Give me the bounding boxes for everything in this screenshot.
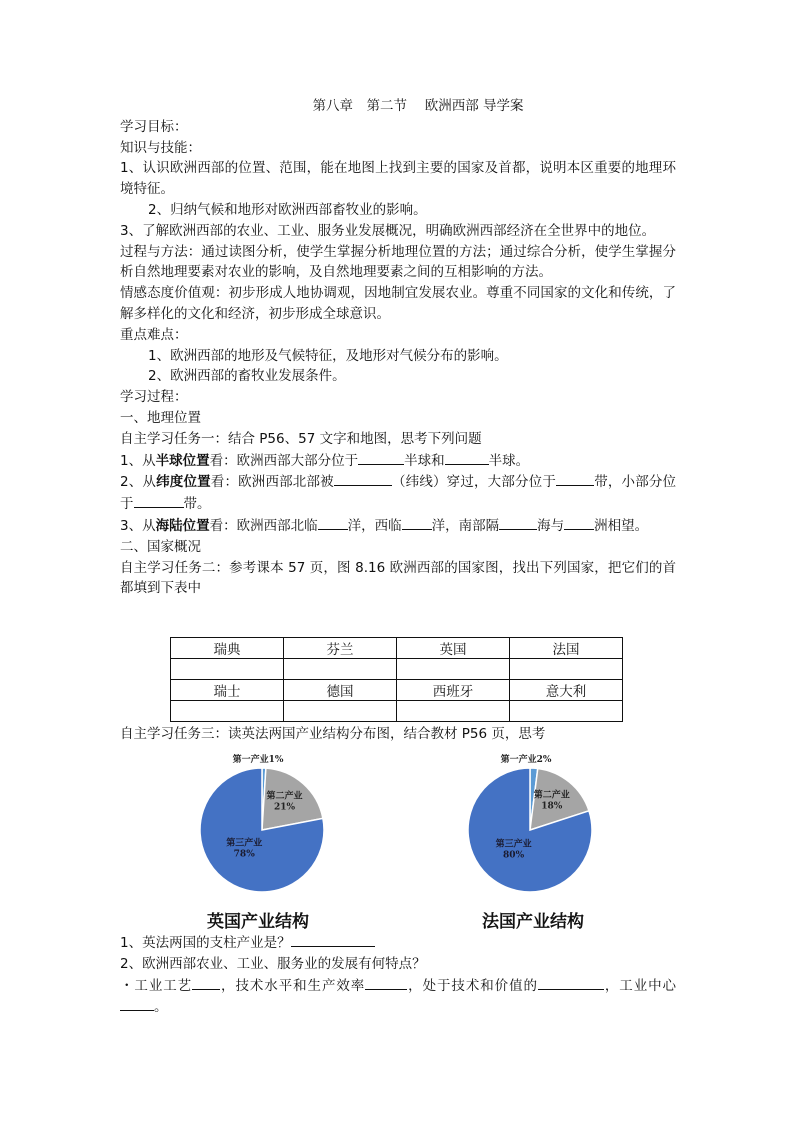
worksheet — [120, 96, 676, 599]
capital-cell[interactable] — [397, 701, 510, 722]
question-2: 2、从纬度位置看：欧洲西部北部被 （纬线）穿过，大部分位于 带，小部分位于 带。 — [120, 471, 676, 515]
country-cell: 英国 — [397, 638, 510, 659]
capital-cell[interactable] — [284, 659, 397, 680]
capital-cell[interactable] — [510, 659, 623, 680]
capital-cell[interactable] — [397, 659, 510, 680]
lower-question-3: ・工业工艺 ，技术水平和生产效率 ，处于技术和价值的 ，工业中心。 — [120, 975, 676, 1019]
skills-label: 知识与技能： — [120, 139, 201, 156]
skill-1: 1、认识欧洲西部的位置、范围，能在地图上找到主要的国家及首都，说明本区重要的地理环境特征。 — [120, 160, 676, 198]
page-title: 第八章 第二节 欧洲西部 导学案 — [312, 98, 524, 114]
country-cell: 瑞典 — [171, 638, 284, 659]
task-2: 自主学习任务二：参考课本 57 页，图 8.16 欧洲西部的国家图，找出下列国家，把它们的首都填到下表中 — [120, 559, 676, 597]
country-cell: 芬兰 — [284, 638, 397, 659]
answer-blank[interactable] — [402, 515, 432, 530]
key-point-2: 2、欧洲西部的畜牧业发展条件。 — [148, 368, 346, 385]
pie-data-label-tertiary: 第三产业 80% — [495, 839, 532, 861]
key-points-label: 重点难点： — [120, 326, 188, 343]
country-cell: 德国 — [284, 680, 397, 701]
attitude-values: 情感态度价值观：初步形成人地协调观，因地制宜发展农业。尊重不同国家的文化和传统，了解多样化的文化和经济，初步形成全球意识。 — [120, 285, 676, 322]
answer-blank[interactable] — [120, 996, 154, 1011]
table-row — [171, 638, 623, 659]
skill-2: 2、归纳气候和地形对欧洲西部畜牧业的影响。 — [148, 201, 427, 218]
capitals-table — [170, 637, 623, 722]
task-1: 自主学习任务一：结合 P56、57 文字和地图，思考下列问题 — [120, 430, 482, 447]
uk-chart-title: 英国产业结构 — [207, 912, 309, 932]
section-2-heading: 二、国家概况 — [120, 538, 201, 555]
france-chart-title: 法国产业结构 — [482, 912, 584, 932]
pie-data-label-secondary: 第二产业 18% — [533, 790, 570, 812]
task-3: 自主学习任务三：读英法两国产业结构分布图，结合教材 P56 页，思考 — [120, 726, 546, 742]
process-methods: 过程与方法：通过读图分析，使学生掌握分析地理位置的方法；通过综合分析，使学生掌握分析自然地理要素对农业的影响，及自然地理要素之间的互相影响的方法。 — [120, 243, 676, 281]
answer-blank[interactable] — [192, 975, 220, 990]
table-row — [171, 680, 623, 701]
answer-blank[interactable] — [358, 450, 404, 465]
france-industry-pie-chart — [458, 748, 618, 908]
answer-blank[interactable] — [538, 975, 604, 990]
answer-blank[interactable] — [334, 471, 392, 486]
pie-data-label-secondary: 第二产业 21% — [266, 791, 303, 813]
section-1-heading: 一、地理位置 — [120, 409, 201, 426]
answer-blank[interactable] — [499, 515, 537, 530]
country-cell: 瑞士 — [171, 680, 284, 701]
process-label: 学习过程： — [120, 389, 188, 406]
industry-charts — [0, 740, 794, 940]
answer-blank[interactable] — [318, 515, 348, 530]
pie-data-label-tertiary: 第三产业 78% — [226, 838, 263, 860]
table-row — [171, 701, 623, 722]
table-row — [171, 659, 623, 680]
pie-data-label-primary: 第一产业2% — [500, 755, 552, 765]
country-cell: 西班牙 — [397, 680, 510, 701]
answer-blank[interactable] — [564, 515, 594, 530]
follow-up-questions — [120, 932, 676, 1018]
answer-blank[interactable] — [556, 471, 594, 486]
capital-cell[interactable] — [171, 659, 284, 680]
capital-cell[interactable] — [510, 701, 623, 722]
key-point-1: 1、欧洲西部的地形及气候特征，及地形对气候分布的影响。 — [148, 347, 508, 364]
goals-label: 学习目标： — [120, 118, 188, 135]
uk-industry-pie-chart — [190, 748, 350, 908]
country-cell: 意大利 — [510, 680, 623, 701]
lower-question-2: 2、欧洲西部农业、工业、服务业的发展有何特点？ — [120, 955, 426, 972]
capital-cell[interactable] — [284, 701, 397, 722]
country-cell: 法国 — [510, 638, 623, 659]
question-1: 1、从半球位置看：欧洲西部大部分位于 半球和 半球。 — [120, 450, 676, 472]
pie-data-label-primary: 第一产业1% — [232, 755, 284, 765]
answer-blank[interactable] — [445, 450, 489, 465]
lower-question-1: 1、英法两国的支柱产业是？ — [120, 932, 676, 954]
answer-blank[interactable] — [291, 932, 375, 947]
skill-3: 3、了解欧洲西部的农业、工业、服务业发展概况，明确欧洲西部经济在全世界中的地位。 — [120, 222, 656, 239]
answer-blank[interactable] — [365, 975, 407, 990]
answer-blank[interactable] — [134, 493, 184, 508]
question-3: 3、从海陆位置看：欧洲西部北临 洋，西临 洋，南部隔 海与 洲相望。 — [120, 515, 676, 537]
capital-cell[interactable] — [171, 701, 284, 722]
